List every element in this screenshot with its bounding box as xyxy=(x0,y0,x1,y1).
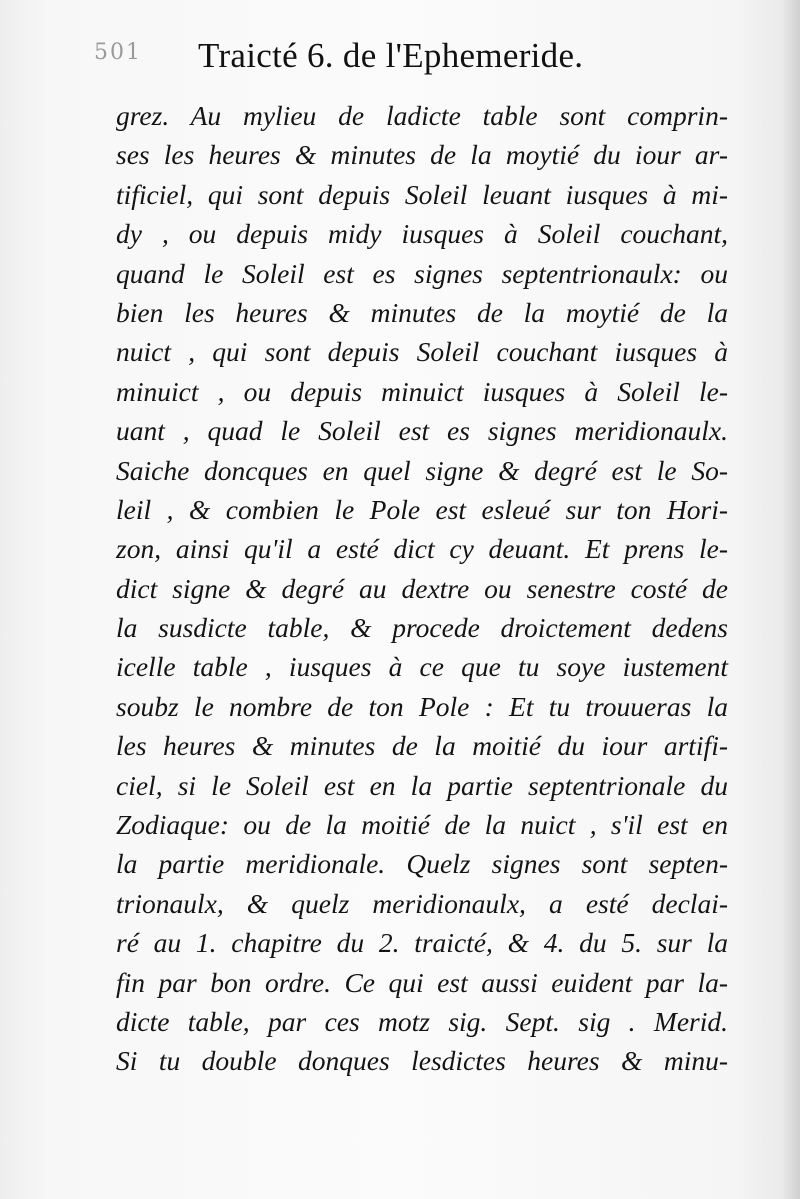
text-line: leil , & combien le Pole est esleué sur ton Hori- xyxy=(116,493,728,525)
running-head: Traicté 6. de l'Ephemeride. xyxy=(198,36,584,75)
text-line: icelle table , iusques à ce que tu soye iustement xyxy=(116,651,728,683)
text-line: uant , quad le Soleil est es signes meridionaulx. xyxy=(116,415,728,447)
page-number: 501 xyxy=(94,40,142,65)
text-line: Saiche doncques en quel signe & degré est le So- xyxy=(116,454,728,486)
text-line: minuict , ou depuis minuict iusques à Soleil le- xyxy=(116,375,728,407)
text-line: ciel, si le Soleil est en la partie septentrionale du xyxy=(116,769,728,801)
text-line: fin par bon ordre. Ce qui est aussi euident par la- xyxy=(116,966,728,998)
text-line: Zodiaque: ou de la moitié de la nuict , s'il est en xyxy=(116,809,728,841)
text-line: dict signe & degré au dextre ou senestre costé de xyxy=(116,572,728,604)
text-line: la susdicte table, & procede droictement dedens xyxy=(116,612,728,644)
text-line: quand le Soleil est es signes septentrionaulx: ou xyxy=(116,257,728,289)
text-line: la partie meridionale. Quelz signes sont septen- xyxy=(116,848,728,880)
text-line: grez. Au mylieu de ladicte table sont comprin- xyxy=(116,100,728,131)
text-line: trionaulx, & quelz meridionaulx, a esté declai- xyxy=(116,887,728,919)
text-line: Si tu double donques lesdictes heures & minu- xyxy=(116,1045,728,1077)
text-line: dy , ou depuis midy iusques à Soleil couchant, xyxy=(116,218,728,250)
text-line: ses les heures & minutes de la moytié du iour ar- xyxy=(116,139,728,171)
body-text xyxy=(116,96,728,1081)
text-line: bien les heures & minutes de la moytié de la xyxy=(116,296,728,328)
text-line: ré au 1. chapitre du 2. traicté, & 4. du 5. sur la xyxy=(116,927,728,959)
text-line: soubz le nombre de ton Pole : Et tu trouueras la xyxy=(116,690,728,722)
text-line: nuict , qui sont depuis Soleil couchant iusques à xyxy=(116,336,728,368)
page-edge-shadow xyxy=(782,0,800,1199)
text-line: zon, ainsi qu'il a esté dict cy deuant. Et prens le- xyxy=(116,533,728,565)
text-line: tificiel, qui sont depuis Soleil leuant iusques à mi- xyxy=(116,178,728,210)
text-line: les heures & minutes de la moitié du iour artifi- xyxy=(116,730,728,762)
text-line: dicte table, par ces motz sig. Sept. sig . Merid. xyxy=(116,1005,728,1037)
